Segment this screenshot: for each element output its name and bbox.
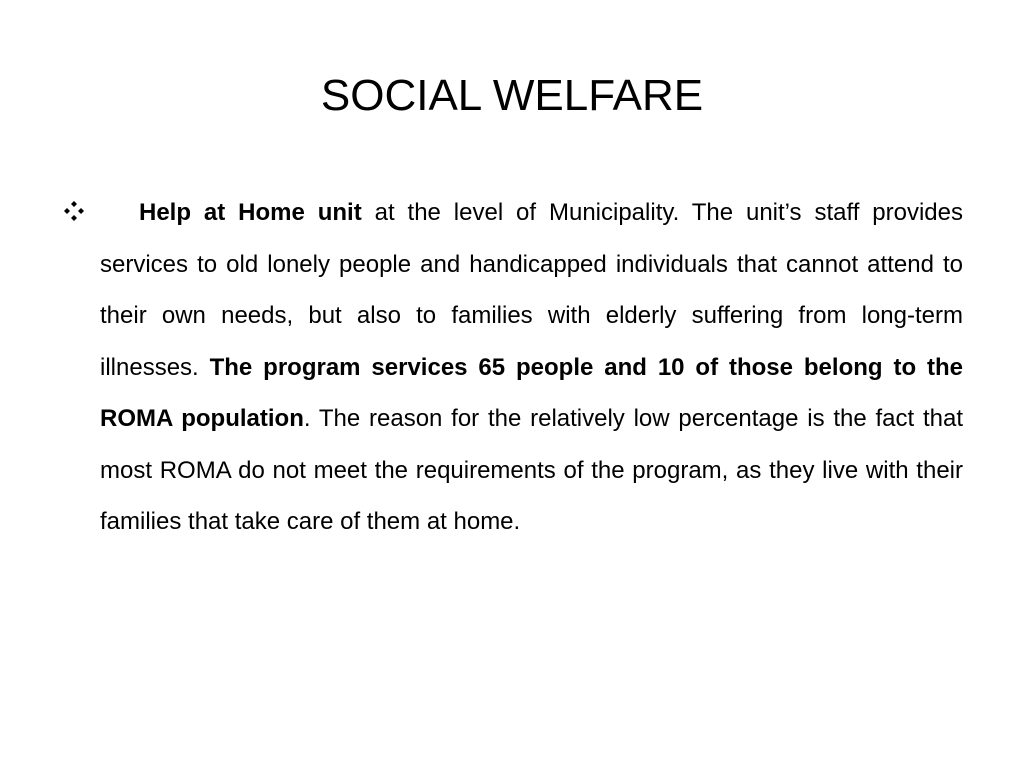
help-at-home-unit-heading: Help at Home unit [139, 199, 362, 226]
bullet-paragraph [63, 187, 963, 548]
slide-title: SOCIAL WELFARE [320, 71, 704, 120]
program-services-highlight: The program services 65 people and 10 of those belong to the ROMA population [100, 353, 964, 432]
bullet-text-part-1: at the level of Municipality. The unit’s staff provides services to old lonely people and handicapped individuals that cannot attend to their own needs, but also to families with elderly suffering from long-term illnesses. [100, 199, 963, 381]
bullet-item [63, 187, 963, 548]
bullet-text-part-2: . The reason for the relatively low percentage is the fact that most ROMA do not meet the requirements of the program, as they live with their families that take care of them at home. [100, 405, 963, 535]
diamond-bullet-icon [63, 200, 85, 222]
